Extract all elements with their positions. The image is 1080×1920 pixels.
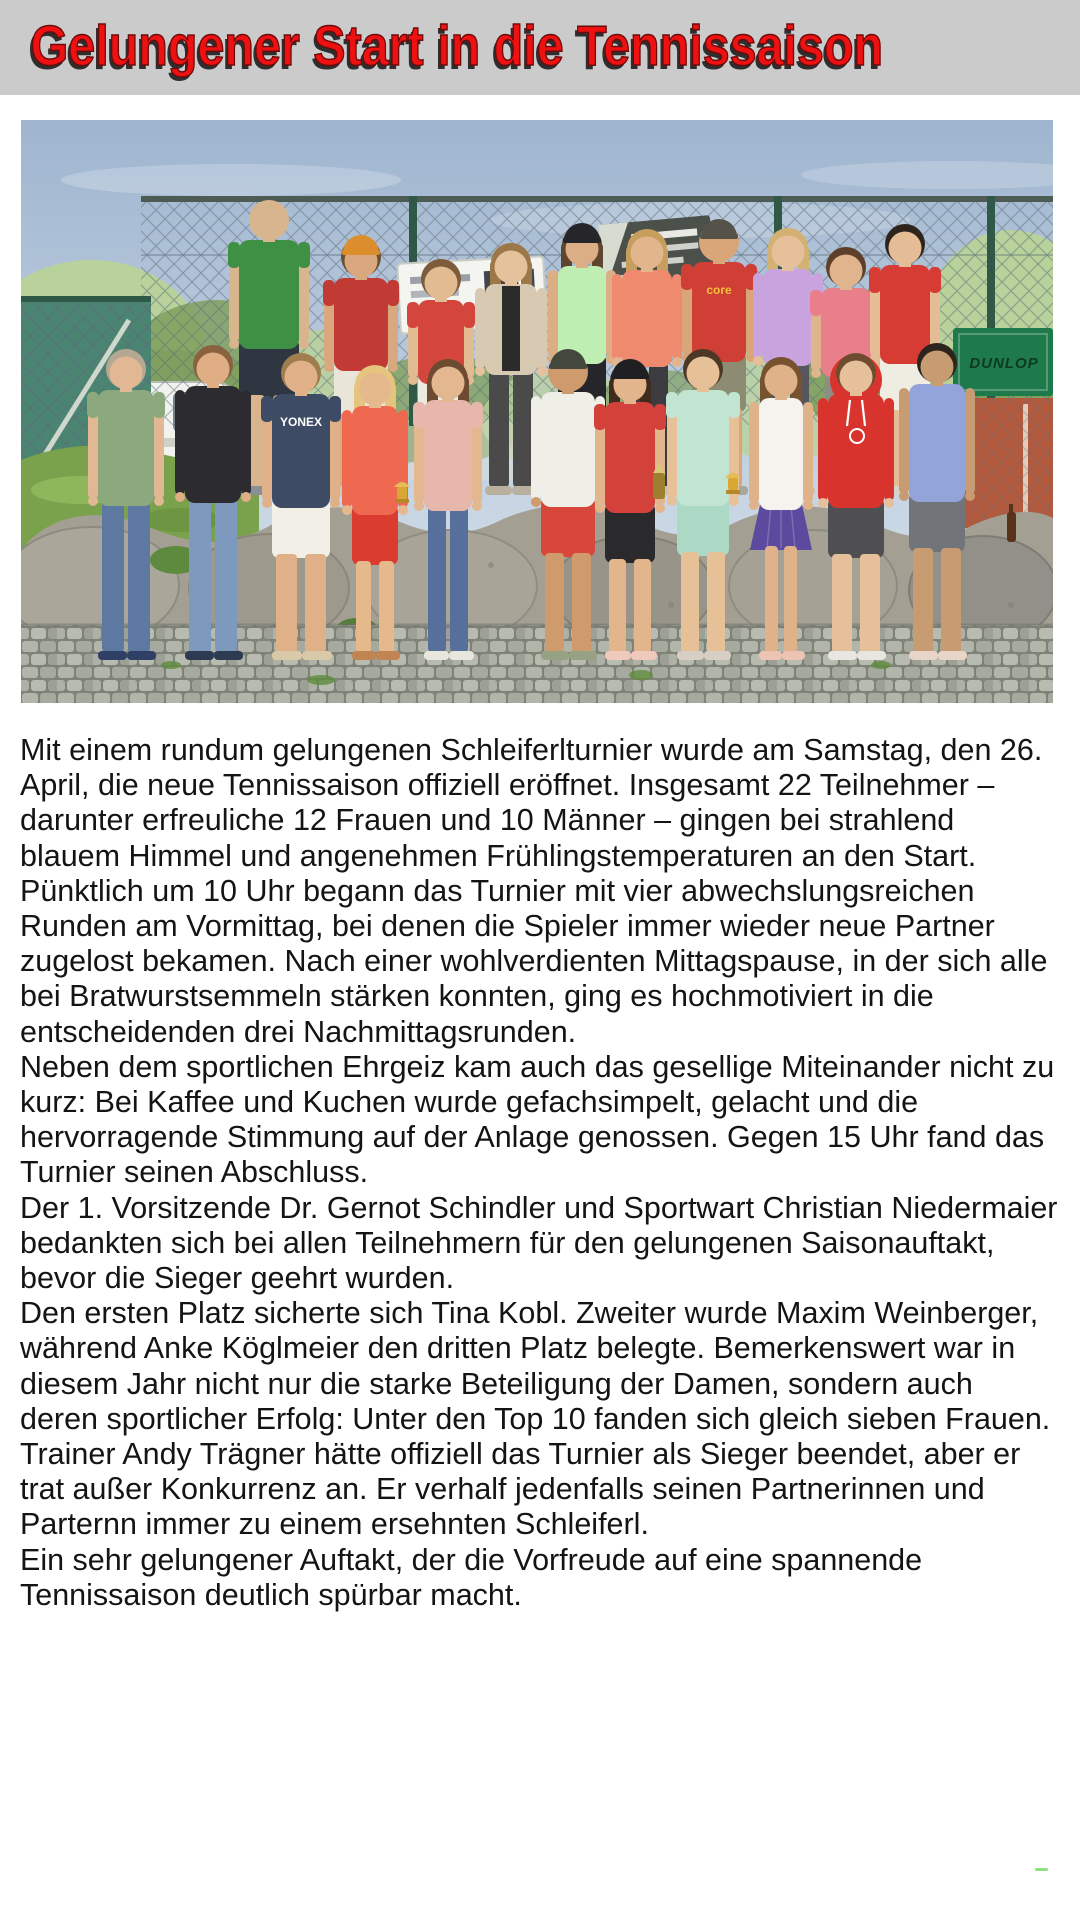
article-header bbox=[0, 0, 1080, 95]
svg-text:DUNLOP: DUNLOP bbox=[969, 355, 1039, 372]
group-photo bbox=[21, 120, 1053, 703]
green-dash-mark bbox=[1035, 1868, 1048, 1871]
svg-text:core: core bbox=[706, 283, 732, 297]
cobblestones bbox=[21, 625, 1053, 703]
paragraph: Den ersten Platz sicherte sich Tina Kobl. Zweiter wurde Maxim Weinberger, während Anke Köglmeier den dritten Platz belegte. Bemerkenswert war in diesem Jahr nicht nur die starke Beteiligung der Damen, sondern auch deren sportlicher Erfolg: Unter den Top 10 fanden sich gleich sieben Frauen. Trainer Andy Trägner hätte offiziell das Turnier als Sieger beendet, aber er trat außer Konkurrenz an. Er verhalf jedenfalls seinen Partnerinnen und Parternn immer zu einem ersehnten Schleiferl. bbox=[20, 1296, 1051, 1542]
paragraph: Der 1. Vorsitzende Dr. Gernot Schindler und Sportwart Christian Niedermaier bedankten sich bei allen Teilnehmern für den gelungenen Saisonauftakt, bevor die Sieger geehrt wurden. bbox=[20, 1190, 1058, 1296]
paragraph: Mit einem rundum gelungenen Schleiferlturnier wurde am Samstag, den 26. April, die neue Tennissaison offiziell eröffnet. Insgesamt 22 Teilnehmer – darunter erfreuliche 12 Frauen und 10 Männer – gingen bei strahlend blauem Himmel und angenehmen Frühlingstemperaturen an den Start. bbox=[20, 733, 1043, 873]
paragraph: Pünktlich um 10 Uhr begann das Turnier mit vier abwechslungsreichen Runden am Vormittag, bei denen die Spieler immer wieder neue Partner zugelost bekamen. Nach einer wohlverdienten Mittagspause, in der sich alle bei Bratwurstsemmeln stärken konnten, ging es hochmotiviert in die entscheidenden drei Nachmittagsrunden. bbox=[20, 873, 1048, 1049]
group-photo-illustration bbox=[21, 120, 1053, 703]
article-body bbox=[20, 733, 1058, 1613]
svg-text:YONEX: YONEX bbox=[279, 415, 323, 429]
paragraph: Neben dem sportlichen Ehrgeiz kam auch das gesellige Miteinander nicht zu kurz: Bei Kaffee und Kuchen wurde gefachsimpelt, gelacht und die hervorragende Stimmung auf der Anlage genossen. Gegen 15 Uhr fand das Turnier seinen Abschluss. bbox=[20, 1049, 1055, 1190]
article-title: Gelungener Start in die Tennissaison bbox=[30, 14, 884, 78]
paragraph: Ein sehr gelungener Auftakt, der die Vorfreude auf eine spannende Tennissaison deutlich spürbar macht. bbox=[20, 1542, 923, 1612]
